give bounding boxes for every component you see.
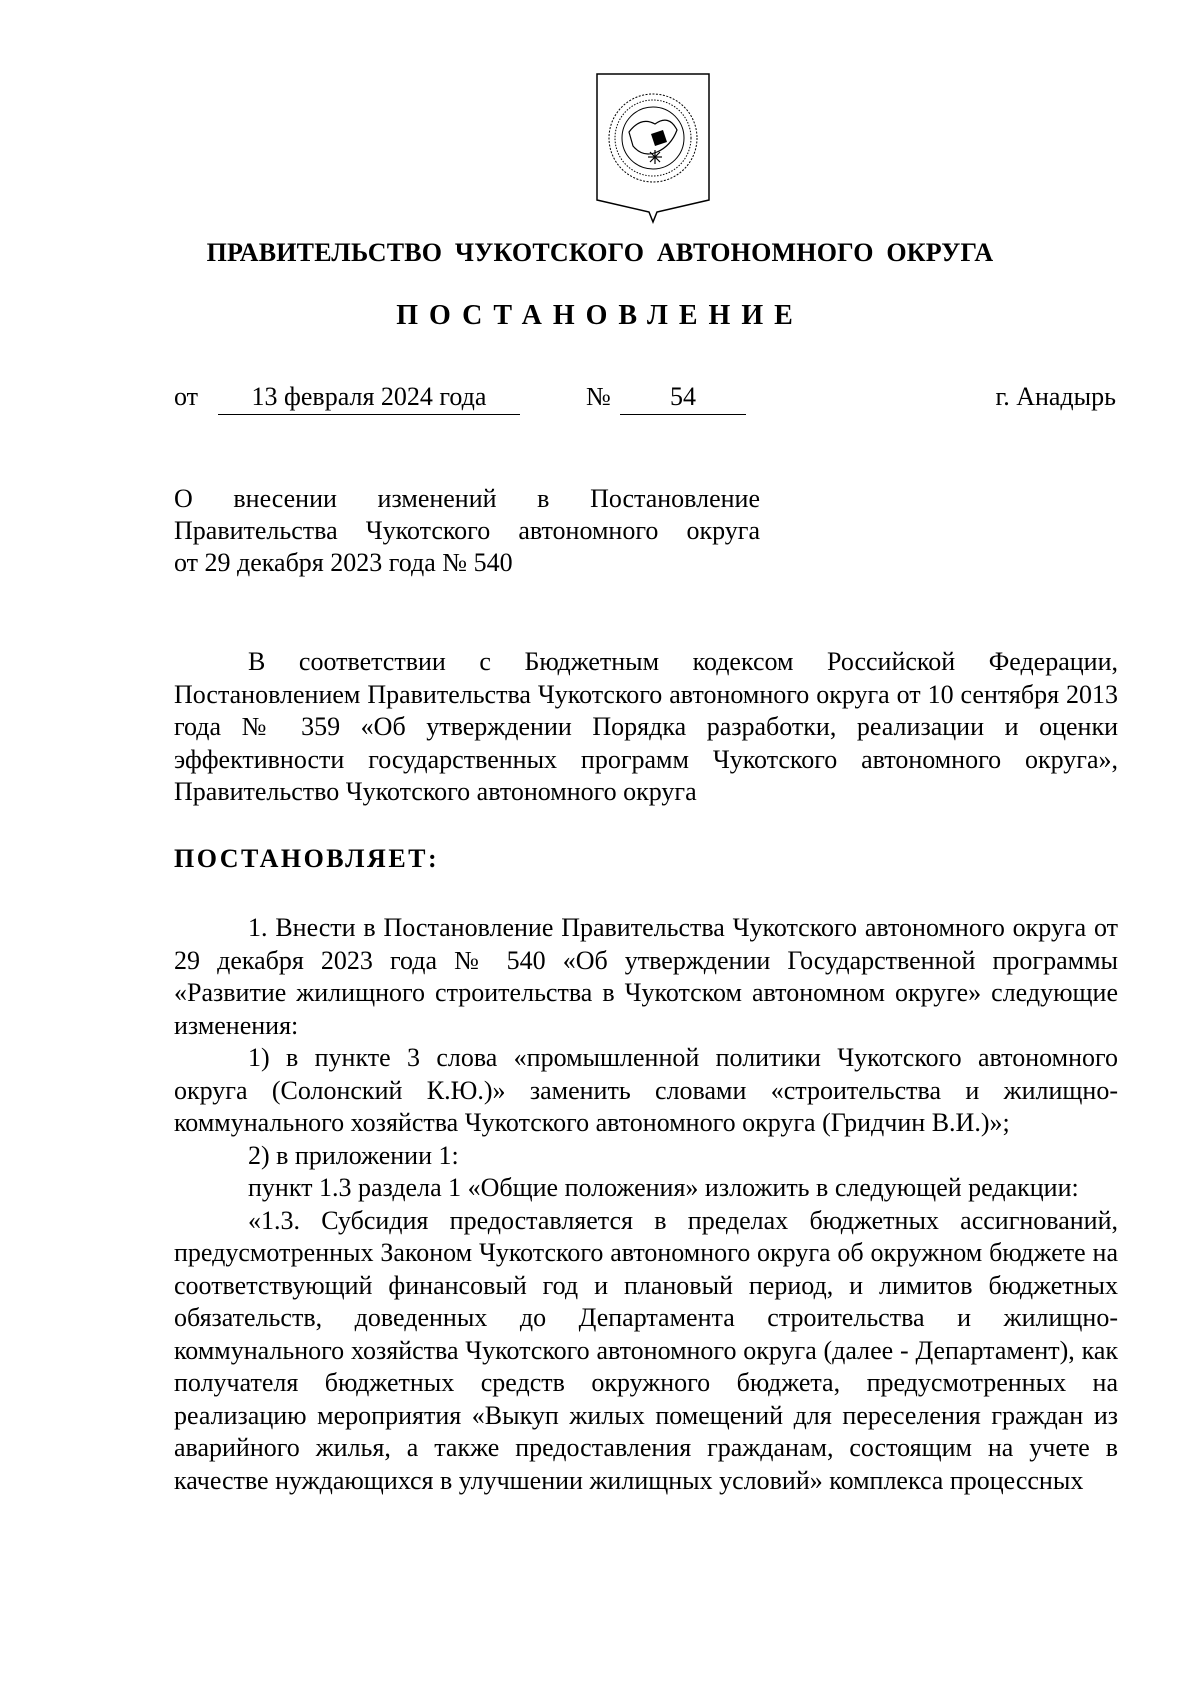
item-paragraph: пункт 1.3 раздела 1 «Общие положения» изложить в следующей редакции:	[248, 1173, 1079, 1202]
document-date: 13 февраля 2024 года	[218, 382, 520, 415]
subject-line: от 29 декабря 2023 года № 540	[174, 548, 513, 577]
item-paragraph: 1) в пункте 3 слова «промышленной политики Чукотского автономного округа (Солонский К.Ю.)» заменить словами «строительства и жилищно-коммунального хозяйства Чукотского автономного округа (Гридчин В.И.)»;	[174, 1043, 1118, 1137]
subject-line: О внесении изменений в Постановление	[174, 484, 760, 513]
document-number: 54	[620, 382, 746, 415]
number-label: №	[586, 382, 611, 411]
organization-heading: ПРАВИТЕЛЬСТВО ЧУКОТСКОГО АВТОНОМНОГО ОКРУГА	[206, 238, 994, 267]
resolution-body	[174, 912, 1118, 1497]
item-paragraph: «1.3. Субсидия предоставляется в пределах бюджетных ассигнований, предусмотренных Законом Чукотского автономного округа об окружном бюджете на соответствующий финансовый год и плановый период, и лимитов бюджетных обязательств, доведенных до Департамента строительства и жилищно-коммунального хозяйства Чукотского автономного округа (далее - Департамент), как получателя бюджетных средств окружного бюджета, предусмотренных на реализацию мероприятия «Выкуп жилых помещений для переселения граждан из аварийного жилья, а также предоставления гражданам, состоящим на учете в качестве нуждающихся в улучшении жилищных условий» комплекса процессных	[174, 1205, 1118, 1495]
subject-line: Правительства Чукотского автономного округа	[174, 516, 760, 545]
item-paragraph: 1. Внести в Постановление Правительства Чукотского автономного округа от 29 декабря 2023 года № 540 «Об утверждении Государственной программы «Развитие жилищного строительства в Чукотском автономном округе» следующие изменения:	[174, 913, 1118, 1040]
item-paragraph: 2) в приложении 1:	[248, 1140, 459, 1170]
document-subject	[174, 483, 760, 579]
preamble-block	[174, 646, 1118, 809]
coat-of-arms-emblem	[593, 72, 713, 224]
date-prefix: от	[174, 382, 199, 411]
preamble-paragraph: В соответствии с Бюджетным кодексом Российской Федерации, Постановлением Правительства Чукотского автономного округа от 10 сентября 2013 года № 359 «Об утверждении Порядка разработки, реализации и оценки эффективности государственных программ Чукотского автономного округа», Правительство Чукотского автономного округа	[174, 647, 1118, 806]
city: г. Анадырь	[995, 382, 1116, 411]
document-type-heading: ПОСТАНОВЛЕНИЕ	[396, 300, 804, 331]
resolves-heading: ПОСТАНОВЛЯЕТ:	[174, 844, 440, 873]
